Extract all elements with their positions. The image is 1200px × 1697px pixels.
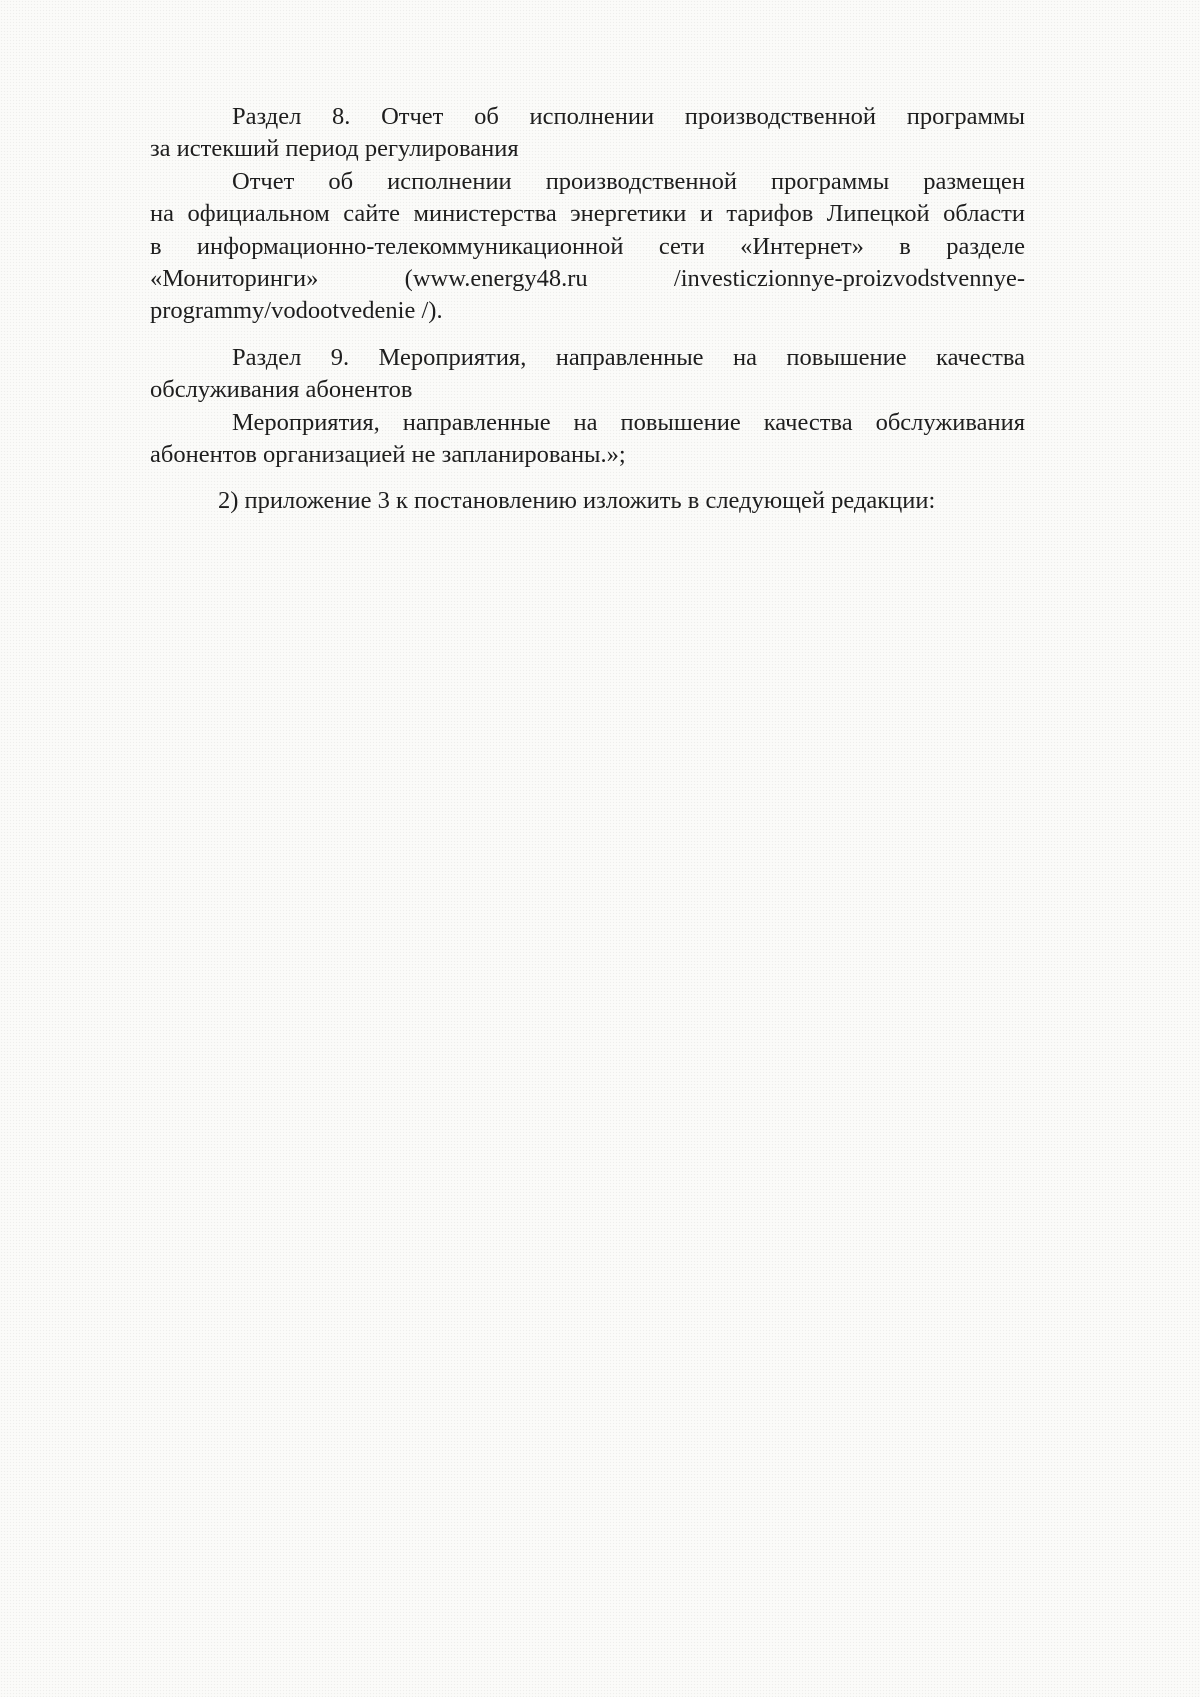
document-page (150, 101, 1025, 518)
text-line: Раздел 8. Отчет об исполнении производственной программы (232, 103, 1025, 130)
section-8-heading (150, 101, 1025, 166)
text-line: обслуживания абонентов (150, 376, 413, 404)
text-line: за истекший период регулирования (150, 135, 519, 163)
text-line: абонентов организацией не запланированы.»; (150, 441, 626, 469)
text-line: Раздел 9. Мероприятия, направленные на повышение качества (232, 343, 1025, 371)
item-2-paragraph (150, 485, 1025, 517)
section-8-body (150, 166, 1025, 328)
text-line: «Мониторинги» (www.energy48.ru /investiczionnye-proizvodstvennye- (150, 265, 1025, 293)
text-line: на официальном сайте министерства энергетики и тарифов Липецкой области (150, 200, 1025, 228)
text-line: programmy/vodootvedenie /). (150, 297, 443, 325)
text-line: Мероприятия, направленные на повышение качества обслуживания (232, 408, 1025, 436)
text-line: 2) приложение 3 к постановлению изложить в следующей редакции: (218, 487, 936, 515)
section-9-heading (150, 342, 1025, 407)
text-line: Отчет об исполнении производственной программы размещен (232, 167, 1025, 195)
text-line: в информационно-телекоммуникационной сети «Интернет» в разделе (150, 232, 1025, 260)
section-9-body (150, 407, 1025, 472)
